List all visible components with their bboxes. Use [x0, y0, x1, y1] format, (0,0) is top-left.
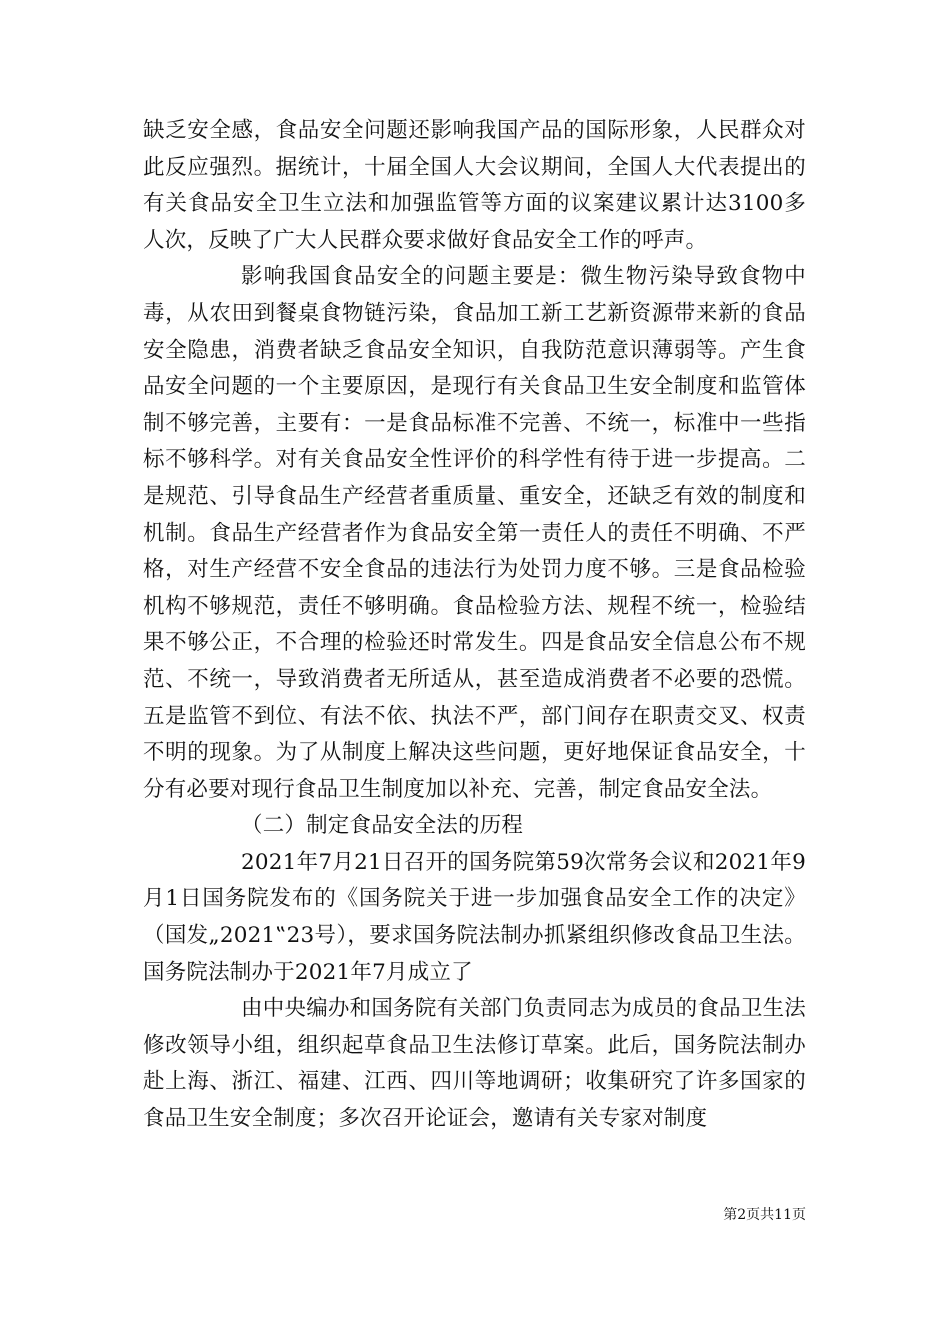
- paragraph-leading-group: 由中央编办和国务院有关部门负责同志为成员的食品卫生法修改领导小组，组织起草食品卫生法修订草案。此后，国务院法制办赴上海、浙江、福建、江西、四川等地调研；收集研究了许多国家的食品卫生安全制度；多次召开论证会，邀请有关专家对制度: [143, 996, 806, 1132]
- document-body: [143, 113, 806, 1138]
- page-number-footer: 第2页共11页: [723, 1207, 806, 1223]
- paragraph-continued: 缺乏安全感，食品安全问题还影响我国产品的国际形象，人民群众对此反应强烈。据统计，十届全国人大会议期间，全国人大代表提出的有关食品安全卫生立法和加强监管等方面的议案建议累计达3100多人次，反映了广大人民群众要求做好食品安全工作的呼声。: [143, 118, 806, 253]
- paragraph-problems: 影响我国食品安全的问题主要是：微生物污染导致食物中毒，从农田到餐桌食物链污染，食品加工新工艺新资源带来新的食品安全隐患，消费者缺乏食品安全知识，自我防范意识薄弱等。产生食品安全问题的一个主要原因，是现行有关食品卫生安全制度和监管体制不够完善，主要有：一是食品标准不完善、不统一，标准中一些指标不够科学。对有关食品安全性评价的科学性有待于进一步提高。二是规范、引导食品生产经营者重质量、重安全，还缺乏有效的制度和机制。食品生产经营者作为食品安全第一责任人的责任不明确、不严格，对生产经营不安全食品的违法行为处罚力度不够。三是食品检验机构不够规范，责任不够明确。食品检验方法、规程不统一，检验结果不够公正，不合理的检验还时常发生。四是食品安全信息公布不规范、不统一，导致消费者无所适从，甚至造成消费者不必要的恐慌。五是监管不到位、有法不依、执法不严，部门间存在职责交叉、权责不明的现象。为了从制度上解决这些问题，更好地保证食品安全，十分有必要对现行食品卫生制度加以补充、完善，制定食品安全法。: [143, 264, 806, 802]
- paragraph-history: 2021年7月21日召开的国务院第59次常务会议和2021年9月1日国务院发布的《国务院关于进一步加强食品安全工作的决定》（国发„2021‟23号），要求国务院法制办抓紧组织修改食品卫生法。国务院法制办于2021年7月成立了: [143, 849, 806, 985]
- section-heading: （二）制定食品安全法的历程: [241, 813, 524, 839]
